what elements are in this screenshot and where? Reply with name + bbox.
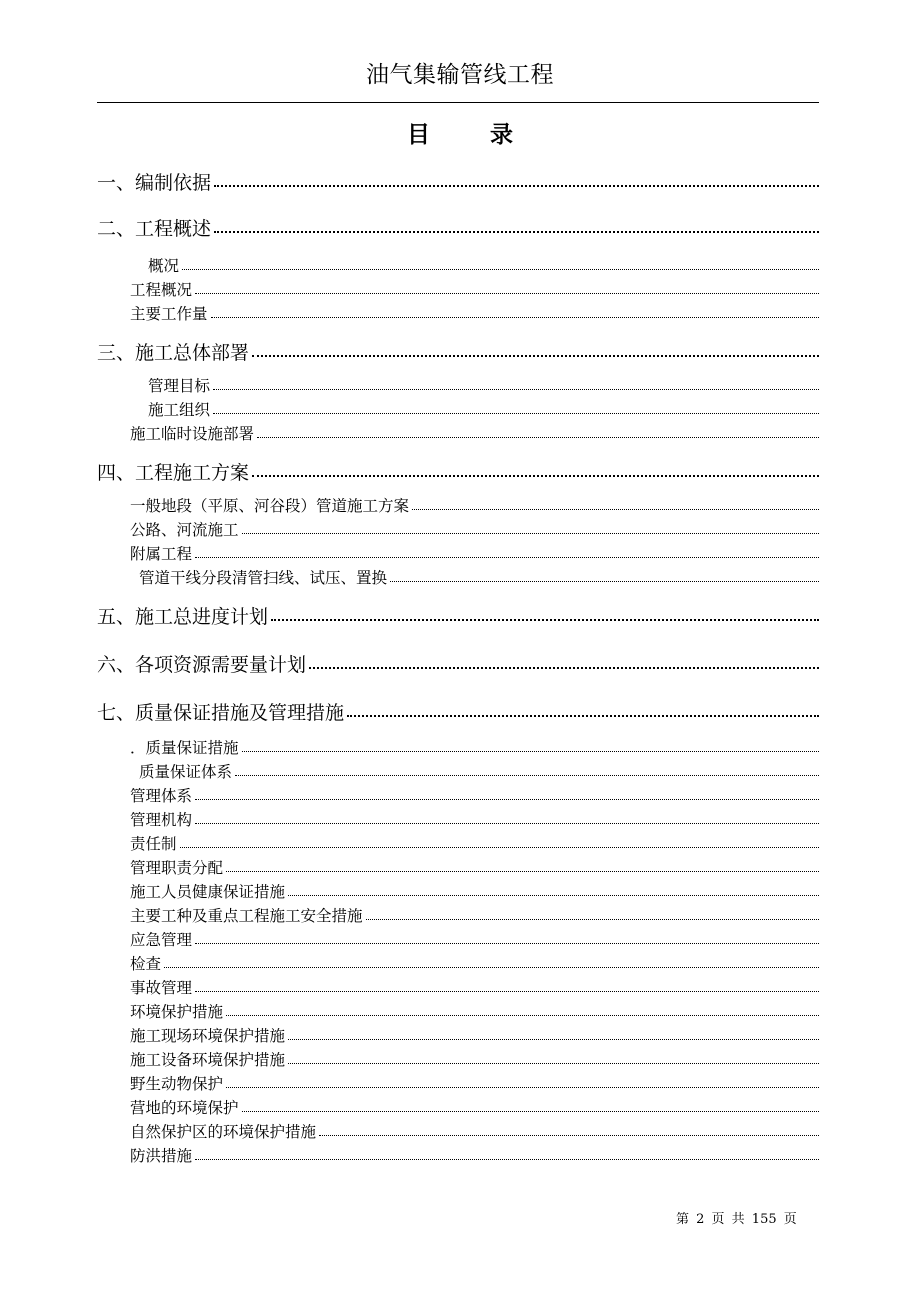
toc-entry: [97, 650, 819, 676]
toc-entry: [130, 1048, 819, 1068]
toc-entry: [130, 904, 819, 924]
toc-entry: [148, 398, 819, 418]
toc-entry-text: 质量保证体系: [139, 763, 233, 781]
toc-entry: [130, 832, 819, 852]
toc-entry-text: 主要工作量: [130, 305, 208, 323]
toc-entry-text: 管理目标: [148, 377, 211, 395]
toc-entry-text: 施工现场环境保护措施: [130, 1027, 286, 1045]
toc-leader-dots: [347, 715, 819, 717]
toc-entry-text: 施工人员健康保证措施: [130, 883, 286, 901]
page-number-footer: 第 2 页 共 155 页: [676, 1212, 797, 1227]
toc-leader-dots: [288, 895, 819, 896]
toc-entry-text: 公路、河流施工: [130, 521, 239, 539]
document-header-title: 油气集输管线工程: [366, 62, 554, 88]
toc-entry: [130, 928, 819, 948]
toc-entry-text: 五、施工总进度计划: [97, 606, 269, 628]
toc-leader-dots: [309, 667, 819, 669]
toc-leader-dots: [214, 231, 819, 233]
toc-entry: [130, 1000, 819, 1020]
toc-entry: [130, 1120, 819, 1140]
toc-entry-text: 主要工种及重点工程施工安全措施: [130, 907, 363, 925]
toc-leader-dots: [164, 967, 819, 968]
toc-entry-text: 施工临时设施部署: [130, 425, 255, 443]
toc-entry-text: 二、工程概述: [97, 218, 212, 240]
toc-entry-text: 应急管理: [130, 931, 193, 949]
toc-entry: [130, 278, 819, 298]
toc-leader-dots: [319, 1135, 819, 1136]
toc-leader-dots: [195, 293, 819, 294]
toc-entry: [97, 338, 819, 364]
toc-entry-text: 管理体系: [130, 787, 193, 805]
toc-entry-text: 环境保护措施: [130, 1003, 224, 1021]
toc-entry-text: 管理机构: [130, 811, 193, 829]
toc-leader-dots: [226, 1087, 819, 1088]
toc-leader-dots: [288, 1063, 819, 1064]
toc-entry-text: 施工设备环境保护措施: [130, 1051, 286, 1069]
toc-leader-dots: [211, 317, 819, 318]
toc-entry: [97, 698, 819, 724]
toc-entry: [130, 542, 819, 562]
toc-entry: [130, 976, 819, 996]
toc-entry: [130, 1096, 819, 1116]
toc-entry: [130, 736, 819, 756]
toc-entry-text: 责任制: [130, 835, 177, 853]
toc-entry: [130, 302, 819, 322]
toc-leader-dots: [252, 355, 819, 357]
toc-entry: [130, 494, 819, 514]
toc-leader-dots: [182, 269, 819, 270]
toc-leader-dots: [242, 751, 819, 752]
toc-entry-text: 四、工程施工方案: [97, 462, 250, 484]
toc-leader-dots: [195, 943, 819, 944]
toc-entry: [130, 856, 819, 876]
toc-leader-dots: [214, 185, 819, 187]
toc-entry: [130, 808, 819, 828]
toc-leader-dots: [235, 775, 819, 776]
toc-leader-dots: [213, 413, 819, 414]
toc-entry: [130, 880, 819, 900]
toc-leader-dots: [195, 799, 819, 800]
toc-entry-text: 自然保护区的环境保护措施: [130, 1123, 317, 1141]
toc-entry-text: 检查: [130, 955, 162, 973]
toc-entry-text: 一、编制依据: [97, 172, 212, 194]
toc-entry: [139, 566, 819, 586]
toc-entry: [148, 374, 819, 394]
toc-leader-dots: [195, 557, 819, 558]
toc-entry: [148, 254, 819, 274]
toc-entry-text: 防洪措施: [130, 1147, 193, 1165]
toc-entry-text: 营地的环境保护: [130, 1099, 239, 1117]
toc-leader-dots: [226, 871, 819, 872]
toc-entry-text: 管理职责分配: [130, 859, 224, 877]
toc-entry: [130, 1072, 819, 1092]
toc-entry-text: 施工组织: [148, 401, 211, 419]
toc-leader-dots: [226, 1015, 819, 1016]
toc-leader-dots: [195, 1159, 819, 1160]
toc-leader-dots: [412, 509, 819, 510]
toc-leader-dots: [252, 475, 819, 477]
toc-entry-text: ．质量保证措施: [130, 739, 239, 757]
toc-entry-text: 附属工程: [130, 545, 193, 563]
toc-entry: [139, 760, 819, 780]
toc-entry: [130, 952, 819, 972]
toc-entry-text: 事故管理: [130, 979, 193, 997]
toc-leader-dots: [366, 919, 819, 920]
toc-entry: [130, 1144, 819, 1164]
toc-entry: [97, 214, 819, 240]
toc-entry-text: 野生动物保护: [130, 1075, 224, 1093]
toc-entry-text: 七、质量保证措施及管理措施: [97, 702, 345, 724]
toc-leader-dots: [180, 847, 819, 848]
toc-entry-text: 工程概况: [130, 281, 193, 299]
toc-entry-text: 管道干线分段清管扫线、试压、置换: [139, 569, 388, 587]
toc-entry: [130, 422, 819, 442]
toc-entry: [97, 168, 819, 194]
toc-leader-dots: [257, 437, 819, 438]
toc-entry: [130, 1024, 819, 1044]
toc-entry-text: 一般地段（平原、河谷段）管道施工方案: [130, 497, 410, 515]
toc-entry: [130, 784, 819, 804]
toc-entry-text: 三、施工总体部署: [97, 342, 250, 364]
toc-entry-text: 六、各项资源需要量计划: [97, 654, 307, 676]
toc-entry: [130, 518, 819, 538]
toc-leader-dots: [390, 581, 819, 582]
toc-leader-dots: [242, 1111, 819, 1112]
toc-leader-dots: [195, 823, 819, 824]
toc-entry: [97, 602, 819, 628]
toc-leader-dots: [288, 1039, 819, 1040]
toc-leader-dots: [195, 991, 819, 992]
toc-leader-dots: [213, 389, 819, 390]
toc-entry: [97, 458, 819, 484]
toc-entry-text: 概况: [148, 257, 180, 275]
toc-leader-dots: [242, 533, 819, 534]
toc-title: 目 录: [406, 121, 539, 148]
toc-leader-dots: [271, 619, 819, 621]
